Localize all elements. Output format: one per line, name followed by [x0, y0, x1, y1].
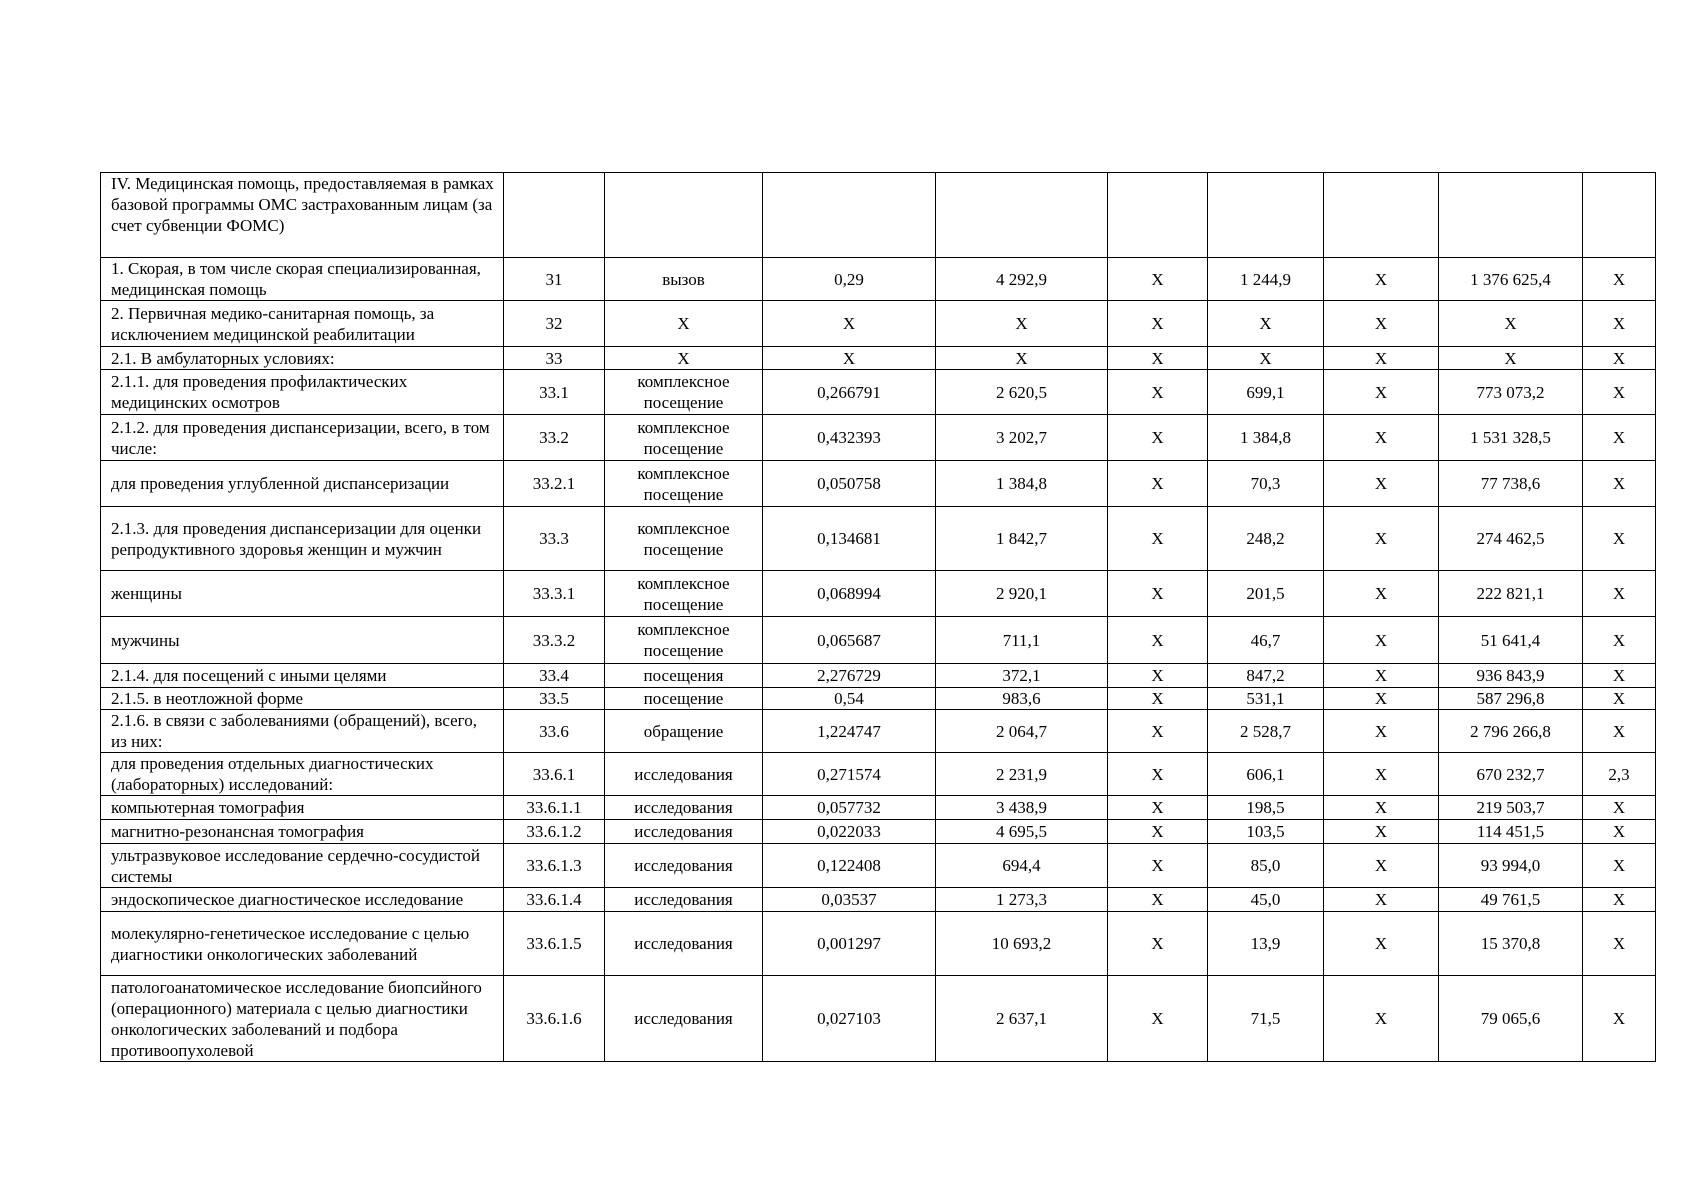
share-cell — [1583, 173, 1656, 258]
row-name-cell: для проведения углубленной диспансеризации — [101, 461, 504, 507]
unit-cost-cell: 1 273,3 — [936, 888, 1108, 912]
volume-norm-cell: 0,134681 — [763, 507, 936, 571]
row-name-cell: 2.1.1. для проведения профилактических медицинских осмотров — [101, 370, 504, 415]
per-capita-oms-cell: 248,2 — [1208, 507, 1324, 571]
unit-cell: комплексное посещение — [605, 415, 763, 461]
row-name-cell: магнитно-резонансная томография — [101, 820, 504, 844]
share-cell: X — [1583, 301, 1656, 347]
unit-cell: посещение — [605, 688, 763, 710]
total-oms-cell: 77 738,6 — [1439, 461, 1583, 507]
row-name-cell: 2. Первичная медико-санитарная помощь, за исключением медицинской реабилитации — [101, 301, 504, 347]
per-capita-oms-cell: 85,0 — [1208, 844, 1324, 888]
table-row — [101, 347, 1656, 370]
unit-cost-cell: 4 695,5 — [936, 820, 1108, 844]
table-row — [101, 571, 1656, 617]
row-name-cell: патологоанатомическое исследование биопсийного (операционного) материала с целью диагностики онкологических заболеваний и подбора противоопухолевой — [101, 976, 504, 1062]
volume-norm-cell: 2,276729 — [763, 664, 936, 688]
total-budget-cell: X — [1324, 820, 1439, 844]
total-oms-cell: X — [1439, 347, 1583, 370]
line-number-cell: 33.2 — [504, 415, 605, 461]
table-row — [101, 507, 1656, 571]
per-capita-oms-cell — [1208, 173, 1324, 258]
unit-cost-cell: 10 693,2 — [936, 912, 1108, 976]
per-capita-budget-cell: X — [1108, 820, 1208, 844]
volume-norm-cell: 0,065687 — [763, 617, 936, 664]
per-capita-budget-cell: X — [1108, 617, 1208, 664]
total-budget-cell: X — [1324, 370, 1439, 415]
per-capita-oms-cell: 198,5 — [1208, 796, 1324, 820]
row-name-cell: мужчины — [101, 617, 504, 664]
share-cell: X — [1583, 888, 1656, 912]
table-row — [101, 415, 1656, 461]
per-capita-budget-cell: X — [1108, 301, 1208, 347]
unit-cell: исследования — [605, 796, 763, 820]
row-name-cell: эндоскопическое диагностическое исследование — [101, 888, 504, 912]
unit-cell: исследования — [605, 976, 763, 1062]
total-oms-cell: 219 503,7 — [1439, 796, 1583, 820]
line-number-cell: 33.6.1.3 — [504, 844, 605, 888]
line-number-cell: 33.3.1 — [504, 571, 605, 617]
volume-norm-cell — [763, 173, 936, 258]
total-budget-cell: X — [1324, 688, 1439, 710]
total-budget-cell: X — [1324, 912, 1439, 976]
total-oms-cell: 51 641,4 — [1439, 617, 1583, 664]
total-oms-cell: 773 073,2 — [1439, 370, 1583, 415]
per-capita-oms-cell: 45,0 — [1208, 888, 1324, 912]
row-name-cell: 2.1.3. для проведения диспансеризации для оценки репродуктивного здоровья женщин и мужчин — [101, 507, 504, 571]
total-budget-cell: X — [1324, 301, 1439, 347]
unit-cost-cell: X — [936, 301, 1108, 347]
total-budget-cell: X — [1324, 888, 1439, 912]
unit-cell: комплексное посещение — [605, 507, 763, 571]
share-cell: X — [1583, 710, 1656, 753]
row-name-cell: 2.1.2. для проведения диспансеризации, всего, в том числе: — [101, 415, 504, 461]
per-capita-budget-cell: X — [1108, 888, 1208, 912]
row-name-cell: для проведения отдельных диагностических (лабораторных) исследований: — [101, 753, 504, 796]
line-number-cell: 33.6.1.4 — [504, 888, 605, 912]
volume-norm-cell: 0,001297 — [763, 912, 936, 976]
total-oms-cell: 49 761,5 — [1439, 888, 1583, 912]
volume-norm-cell: 0,54 — [763, 688, 936, 710]
unit-cell: исследования — [605, 820, 763, 844]
per-capita-oms-cell: 201,5 — [1208, 571, 1324, 617]
per-capita-budget-cell: X — [1108, 571, 1208, 617]
unit-cell: исследования — [605, 888, 763, 912]
row-name-cell: молекулярно-генетическое исследование с целью диагностики онкологических заболеваний — [101, 912, 504, 976]
volume-norm-cell: 0,271574 — [763, 753, 936, 796]
line-number-cell: 33.3.2 — [504, 617, 605, 664]
line-number-cell: 33.6.1.5 — [504, 912, 605, 976]
table-row — [101, 753, 1656, 796]
share-cell: X — [1583, 820, 1656, 844]
per-capita-budget-cell: X — [1108, 664, 1208, 688]
unit-cost-cell: 4 292,9 — [936, 258, 1108, 301]
share-cell: X — [1583, 976, 1656, 1062]
total-budget-cell: X — [1324, 664, 1439, 688]
table-row — [101, 617, 1656, 664]
total-budget-cell: X — [1324, 753, 1439, 796]
share-cell: X — [1583, 415, 1656, 461]
table-row — [101, 173, 1656, 258]
per-capita-budget-cell: X — [1108, 753, 1208, 796]
total-oms-cell: 1 376 625,4 — [1439, 258, 1583, 301]
unit-cost-cell: X — [936, 347, 1108, 370]
line-number-cell: 33.1 — [504, 370, 605, 415]
table-row — [101, 370, 1656, 415]
unit-cell: комплексное посещение — [605, 571, 763, 617]
per-capita-budget-cell: X — [1108, 461, 1208, 507]
volume-norm-cell: X — [763, 347, 936, 370]
per-capita-oms-cell: X — [1208, 301, 1324, 347]
volume-norm-cell: 0,29 — [763, 258, 936, 301]
per-capita-oms-cell: 103,5 — [1208, 820, 1324, 844]
table-row — [101, 664, 1656, 688]
row-name-cell: ультразвуковое исследование сердечно-сосудистой системы — [101, 844, 504, 888]
row-name-cell: женщины — [101, 571, 504, 617]
per-capita-oms-cell: 699,1 — [1208, 370, 1324, 415]
per-capita-oms-cell: 46,7 — [1208, 617, 1324, 664]
volume-norm-cell: 1,224747 — [763, 710, 936, 753]
total-budget-cell: X — [1324, 796, 1439, 820]
table-row — [101, 844, 1656, 888]
share-cell: X — [1583, 370, 1656, 415]
unit-cost-cell: 3 438,9 — [936, 796, 1108, 820]
share-cell: X — [1583, 796, 1656, 820]
total-budget-cell: X — [1324, 258, 1439, 301]
table-row — [101, 258, 1656, 301]
line-number-cell: 33.3 — [504, 507, 605, 571]
total-budget-cell: X — [1324, 844, 1439, 888]
total-oms-cell: 936 843,9 — [1439, 664, 1583, 688]
volume-norm-cell: 0,027103 — [763, 976, 936, 1062]
total-oms-cell: 222 821,1 — [1439, 571, 1583, 617]
table-row — [101, 688, 1656, 710]
table-row — [101, 301, 1656, 347]
unit-cost-cell — [936, 173, 1108, 258]
total-budget-cell: X — [1324, 507, 1439, 571]
per-capita-budget-cell: X — [1108, 844, 1208, 888]
total-oms-cell: 114 451,5 — [1439, 820, 1583, 844]
total-oms-cell: 274 462,5 — [1439, 507, 1583, 571]
per-capita-budget-cell: X — [1108, 912, 1208, 976]
total-oms-cell: 93 994,0 — [1439, 844, 1583, 888]
share-cell: X — [1583, 664, 1656, 688]
per-capita-oms-cell: 71,5 — [1208, 976, 1324, 1062]
table-row — [101, 976, 1656, 1062]
unit-cost-cell: 2 064,7 — [936, 710, 1108, 753]
total-oms-cell: 79 065,6 — [1439, 976, 1583, 1062]
row-name-cell: компьютерная томография — [101, 796, 504, 820]
table-row — [101, 710, 1656, 753]
unit-cell: исследования — [605, 753, 763, 796]
unit-cost-cell: 2 920,1 — [936, 571, 1108, 617]
per-capita-budget-cell: X — [1108, 796, 1208, 820]
table-row — [101, 796, 1656, 820]
per-capita-oms-cell: 2 528,7 — [1208, 710, 1324, 753]
line-number-cell — [504, 173, 605, 258]
share-cell: X — [1583, 617, 1656, 664]
total-oms-cell: 670 232,7 — [1439, 753, 1583, 796]
total-oms-cell: 587 296,8 — [1439, 688, 1583, 710]
per-capita-budget-cell: X — [1108, 976, 1208, 1062]
table-row — [101, 820, 1656, 844]
unit-cost-cell: 2 637,1 — [936, 976, 1108, 1062]
unit-cell: комплексное посещение — [605, 617, 763, 664]
row-name-cell: 1. Скорая, в том числе скорая специализированная, медицинская помощь — [101, 258, 504, 301]
per-capita-oms-cell: 70,3 — [1208, 461, 1324, 507]
unit-cost-cell: 694,4 — [936, 844, 1108, 888]
volume-norm-cell: 0,068994 — [763, 571, 936, 617]
volume-norm-cell: 0,050758 — [763, 461, 936, 507]
volume-norm-cell: 0,122408 — [763, 844, 936, 888]
line-number-cell: 33 — [504, 347, 605, 370]
line-number-cell: 33.6.1.2 — [504, 820, 605, 844]
per-capita-budget-cell: X — [1108, 258, 1208, 301]
volume-norm-cell: 0,03537 — [763, 888, 936, 912]
total-budget-cell: X — [1324, 571, 1439, 617]
volume-norm-cell: X — [763, 301, 936, 347]
table-row — [101, 912, 1656, 976]
row-name-cell: 2.1. В амбулаторных условиях: — [101, 347, 504, 370]
line-number-cell: 33.6.1 — [504, 753, 605, 796]
total-oms-cell: X — [1439, 301, 1583, 347]
line-number-cell: 33.6 — [504, 710, 605, 753]
unit-cell: комплексное посещение — [605, 461, 763, 507]
per-capita-oms-cell: 13,9 — [1208, 912, 1324, 976]
row-name-cell: IV. Медицинская помощь, предоставляемая в рамках базовой программы ОМС застрахованным лицам (за счет субвенции ФОМС) — [101, 173, 504, 258]
line-number-cell: 31 — [504, 258, 605, 301]
unit-cell: исследования — [605, 912, 763, 976]
share-cell: X — [1583, 461, 1656, 507]
medical-care-table — [100, 172, 1656, 1062]
total-budget-cell: X — [1324, 461, 1439, 507]
table-body — [101, 173, 1656, 1062]
total-oms-cell: 15 370,8 — [1439, 912, 1583, 976]
per-capita-oms-cell: X — [1208, 347, 1324, 370]
volume-norm-cell: 0,266791 — [763, 370, 936, 415]
row-name-cell: 2.1.6. в связи с заболеваниями (обращений), всего, из них: — [101, 710, 504, 753]
table-row — [101, 461, 1656, 507]
unit-cost-cell: 711,1 — [936, 617, 1108, 664]
share-cell: X — [1583, 688, 1656, 710]
per-capita-budget-cell: X — [1108, 507, 1208, 571]
unit-cell: посещения — [605, 664, 763, 688]
share-cell: X — [1583, 912, 1656, 976]
table-row — [101, 888, 1656, 912]
per-capita-oms-cell: 531,1 — [1208, 688, 1324, 710]
per-capita-budget-cell — [1108, 173, 1208, 258]
total-oms-cell: 2 796 266,8 — [1439, 710, 1583, 753]
unit-cell: исследования — [605, 844, 763, 888]
total-budget-cell: X — [1324, 710, 1439, 753]
share-cell: X — [1583, 347, 1656, 370]
volume-norm-cell: 0,057732 — [763, 796, 936, 820]
total-oms-cell — [1439, 173, 1583, 258]
share-cell: 2,3 — [1583, 753, 1656, 796]
unit-cell: комплексное посещение — [605, 370, 763, 415]
share-cell: X — [1583, 571, 1656, 617]
unit-cell: обращение — [605, 710, 763, 753]
total-budget-cell: X — [1324, 347, 1439, 370]
line-number-cell: 33.6.1.1 — [504, 796, 605, 820]
line-number-cell: 33.5 — [504, 688, 605, 710]
per-capita-budget-cell: X — [1108, 710, 1208, 753]
share-cell: X — [1583, 258, 1656, 301]
unit-cost-cell: 2 231,9 — [936, 753, 1108, 796]
unit-cost-cell: 372,1 — [936, 664, 1108, 688]
total-budget-cell: X — [1324, 976, 1439, 1062]
per-capita-budget-cell: X — [1108, 347, 1208, 370]
share-cell: X — [1583, 507, 1656, 571]
line-number-cell: 33.4 — [504, 664, 605, 688]
per-capita-oms-cell: 606,1 — [1208, 753, 1324, 796]
line-number-cell: 33.2.1 — [504, 461, 605, 507]
total-budget-cell: X — [1324, 415, 1439, 461]
unit-cost-cell: 2 620,5 — [936, 370, 1108, 415]
per-capita-oms-cell: 1 384,8 — [1208, 415, 1324, 461]
volume-norm-cell: 0,432393 — [763, 415, 936, 461]
row-name-cell: 2.1.5. в неотложной форме — [101, 688, 504, 710]
row-name-cell: 2.1.4. для посещений с иными целями — [101, 664, 504, 688]
per-capita-budget-cell: X — [1108, 688, 1208, 710]
total-budget-cell — [1324, 173, 1439, 258]
unit-cost-cell: 983,6 — [936, 688, 1108, 710]
unit-cell — [605, 173, 763, 258]
line-number-cell: 33.6.1.6 — [504, 976, 605, 1062]
unit-cell: X — [605, 347, 763, 370]
unit-cell: X — [605, 301, 763, 347]
share-cell: X — [1583, 844, 1656, 888]
line-number-cell: 32 — [504, 301, 605, 347]
total-budget-cell: X — [1324, 617, 1439, 664]
total-oms-cell: 1 531 328,5 — [1439, 415, 1583, 461]
unit-cost-cell: 1 384,8 — [936, 461, 1108, 507]
per-capita-budget-cell: X — [1108, 415, 1208, 461]
unit-cost-cell: 3 202,7 — [936, 415, 1108, 461]
per-capita-oms-cell: 1 244,9 — [1208, 258, 1324, 301]
unit-cost-cell: 1 842,7 — [936, 507, 1108, 571]
per-capita-budget-cell: X — [1108, 370, 1208, 415]
unit-cell: вызов — [605, 258, 763, 301]
per-capita-oms-cell: 847,2 — [1208, 664, 1324, 688]
volume-norm-cell: 0,022033 — [763, 820, 936, 844]
